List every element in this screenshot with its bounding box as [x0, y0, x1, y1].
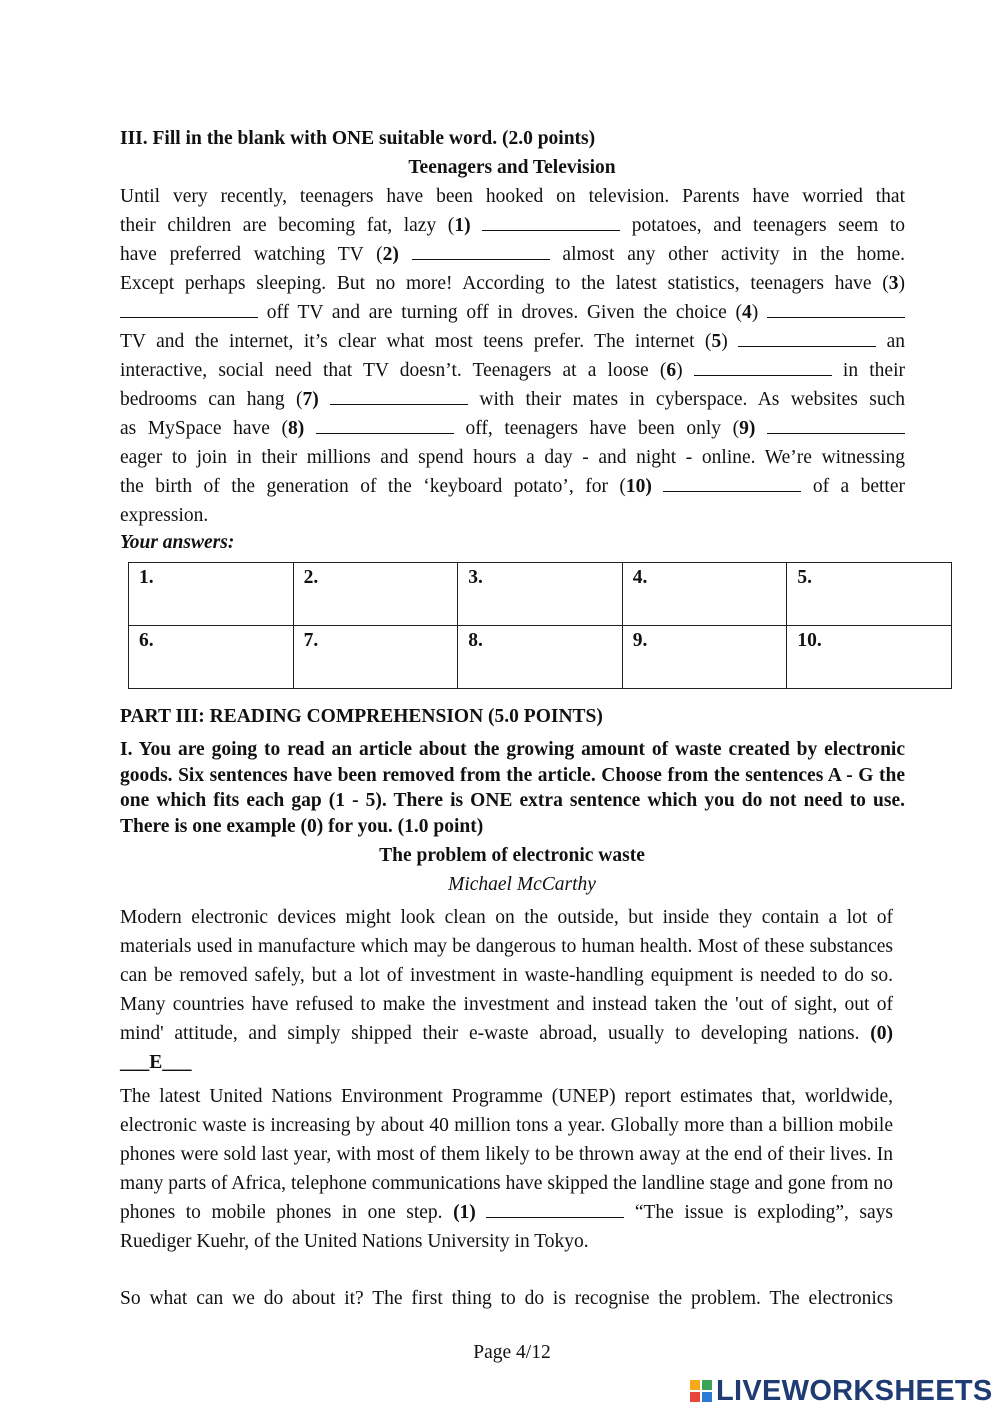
- gap-3-blank[interactable]: [120, 298, 258, 318]
- reading-instruction: I. You are going to read an article about the growing amount of waste created by electronic goods. Six sentences have been removed from the article. Choose from the sentences A - G the one which fits each gap (1 - 5). There is ONE extra sentence which you do not need to use. There is one example (0) for you. (1.0 point): [120, 739, 905, 837]
- article-author: Michael McCarthy: [448, 874, 596, 895]
- gap-number: 5: [711, 331, 722, 352]
- table-row: [129, 626, 952, 689]
- passage-text: of a better: [801, 476, 905, 497]
- paragraph-text: So what can we do about it? The first thing to do is recognise the problem. The electronics: [120, 1288, 893, 1309]
- part-heading: PART III: READING COMPREHENSION (5.0 POINTS): [120, 706, 603, 727]
- passage-title: Teenagers and Television: [408, 157, 616, 178]
- passage-text: ): [676, 360, 694, 381]
- passage-text: ): [464, 215, 483, 236]
- page-number: Page 4/12: [473, 1342, 551, 1363]
- answer-cell-5[interactable]: 5.: [787, 563, 952, 626]
- paragraph-text: Modern electronic devices might look clean on the outside, but inside they contain a lot of materials used in manufacture which may be dangerous to human health. Most of these substances can be removed safely, but a lot of investment in waste-handling equipment is needed to do so. Many countries have refused to make the investment and instead taken the 'out of sight, out of mind' attitude, and simply shipped their e-waste abroad, usually to developing nations.: [120, 907, 893, 1044]
- article-title: The problem of electronic waste: [379, 845, 645, 866]
- passage-text: the birth of the generation of the ‘keyboard potato’, for (: [120, 476, 626, 497]
- gap-number: 4: [742, 302, 752, 323]
- gap-8-blank[interactable]: [316, 414, 454, 434]
- gap-number: 10: [625, 476, 646, 497]
- passage-text: have preferred watching TV (: [120, 244, 383, 265]
- gap-number: 9: [739, 418, 749, 439]
- answer-cell-2[interactable]: 2.: [293, 563, 458, 626]
- answer-cell-6[interactable]: 6.: [129, 626, 294, 689]
- passage-text: ): [392, 244, 412, 265]
- passage-text: their children are becoming fat, lazy (: [120, 215, 455, 236]
- answer-cell-10[interactable]: 10.: [787, 626, 952, 689]
- passage-line: expression.: [120, 505, 209, 526]
- section-heading: III. Fill in the blank with ONE suitable word. (2.0 points): [120, 128, 596, 149]
- passage-text: TV and the internet, it’s clear what most teens prefer. The internet (: [120, 331, 712, 352]
- passage-text: ): [748, 418, 768, 439]
- example-gap: (0) ___E___: [120, 1023, 894, 1073]
- answers-label: Your answers:: [120, 532, 235, 553]
- logo-icon: [690, 1380, 712, 1402]
- passage-text: as MySpace have (: [120, 418, 289, 439]
- liveworksheets-logo[interactable]: [690, 1373, 993, 1409]
- gap-9-blank[interactable]: [767, 414, 905, 434]
- gap-5-blank[interactable]: [738, 327, 876, 347]
- gap-1-blank[interactable]: [482, 211, 620, 231]
- answer-cell-8[interactable]: 8.: [458, 626, 623, 689]
- passage-text: bedrooms can hang (: [120, 389, 303, 410]
- passage-line: eager to join in their millions and spend hours a day - and night - online. We’re witnessing: [120, 447, 905, 468]
- passage-text: ): [721, 331, 739, 352]
- paragraph-text: The latest United Nations Environment Programme (UNEP) report estimates that, worldwide, electronic waste is increasing by about 40 million tons a year. Globally more than a billion mobile phones were sold last year, with most of them likely to be thrown away at the end of their lives. In many parts of Africa, telephone communications have skipped the landline stage and gone from no phones to mobile phones in one step.: [120, 1086, 893, 1223]
- passage-text: off TV and are turning off in droves. Given the choice (: [258, 302, 743, 323]
- passage-text: ): [898, 273, 905, 294]
- logo-text: LIVEWORKSHEETS: [716, 1374, 993, 1407]
- passage-text: Except perhaps sleeping. But no more! According to the latest statistics, teenagers have (: [120, 273, 889, 294]
- gap-2-blank[interactable]: [412, 240, 550, 260]
- passage-text: off, teenagers have been only (: [453, 418, 740, 439]
- gap-7-blank[interactable]: [330, 385, 468, 405]
- gap-number: 6: [666, 360, 677, 381]
- answer-cell-7[interactable]: 7.: [293, 626, 458, 689]
- passage-text: interactive, social need that TV doesn’t. Teenagers at a loose (: [120, 360, 667, 381]
- gap-6-blank[interactable]: [694, 356, 832, 376]
- gap-number: 2: [382, 244, 393, 265]
- article-paragraph-2: [120, 1082, 893, 1256]
- article-paragraph-1: [120, 903, 893, 1077]
- answer-table: [128, 562, 952, 689]
- answer-cell-3[interactable]: 3.: [458, 563, 623, 626]
- gap-4-blank[interactable]: [767, 298, 905, 318]
- passage-text: in their: [831, 360, 905, 381]
- gap-number: 1: [454, 215, 465, 236]
- passage-text: potatoes, and teenagers seem to: [620, 215, 905, 236]
- answer-cell-4[interactable]: 4.: [622, 563, 787, 626]
- passage-text: with their mates in cyberspace. As websites such: [468, 389, 905, 410]
- paragraph-text: “The issue is exploding”, says Ruediger Kuehr, of the United Nations University in Tokyo.: [120, 1202, 894, 1252]
- table-row: [129, 563, 952, 626]
- passage-text: ): [645, 476, 664, 497]
- reading-gap-1-blank[interactable]: [486, 1198, 624, 1218]
- article-paragraph-3: [120, 1284, 893, 1313]
- gap-number: 3: [888, 273, 899, 294]
- passage-text: an: [876, 331, 905, 352]
- passage-line: Until very recently, teenagers have been hooked on television. Parents have worried that: [120, 186, 905, 207]
- answer-cell-9[interactable]: 9.: [622, 626, 787, 689]
- gap-number: 8: [288, 418, 298, 439]
- answer-cell-1[interactable]: 1.: [129, 563, 294, 626]
- passage-text: ): [751, 302, 767, 323]
- gap-number: (1): [453, 1202, 476, 1223]
- gap-number: 7: [302, 389, 313, 410]
- gap-10-blank[interactable]: [663, 472, 801, 492]
- passage-text: ): [312, 389, 331, 410]
- fill-in-passage: [120, 182, 905, 530]
- passage-text: almost any other activity in the home.: [549, 244, 905, 265]
- passage-text: ): [297, 418, 316, 439]
